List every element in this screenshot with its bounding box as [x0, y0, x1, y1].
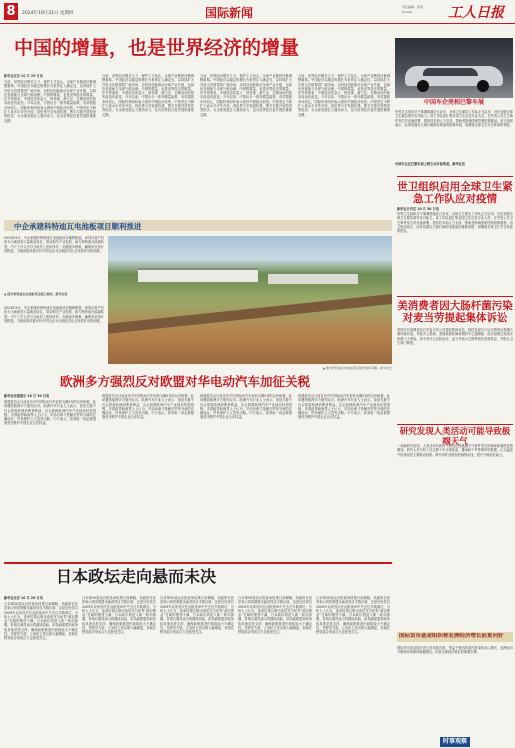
mcd-text: 美国多名消费者近日对麦当劳公司提起集体诉讼，指控其部分门店出售的汉堡遭大肠杆菌污染，导致多人患病。美国疾病控制和预防中心通报称，此次疫情已造成多州数十人感染，其中部分人住院治疗。麦当劳表示已暂停相关食材供应，并配合卫生部门调查。: [397, 328, 513, 345]
japan-headline: 日本政坛走向悬而未决: [56, 567, 217, 586]
site-building: [138, 268, 258, 282]
car-window: [423, 68, 478, 76]
header-bar: [0, 0, 515, 24]
japan-text-col1: 日本第50届众议院选举结果日前揭晓，执政的自民党和公明党联盟未能获得过半数议席，这是自民党自2009年以来首次在众院选举中失去过半数席位。分析人士认为，选举结果反映出选民对自民党“政治黑金”丑闻的强烈不满，日本政坛将进入新一轮动荡期。首相石破茂表示将继续执政，但执政联盟如何争取其他党派支持、确保政策推进仍面临较大不确定性。在野党方面，立宪民主党议席大幅增加，其他在野党能否形成合力也备受关注。: [4, 602, 78, 641]
main-article: [4, 74, 393, 216]
site-road: [108, 290, 392, 335]
issue-date: 2024年10月31日 星期四: [22, 11, 74, 16]
ev-text-col3: 欧盟委员会日前宣布对中国电动汽车征收为期5年的反补贴税，此举遭到欧洲多方强烈反对。欧洲汽车行业人士表示，加征关税不仅会损害欧洲消费者利益，还会阻碍欧洲汽车产业绿色转型进程。多国政界和商界人士认为，对话协商才是解决贸易分歧的正确途径，贸易保护主义没有出路。中方表示，将采取一切必要措施坚决维护中国企业合法权益。: [200, 394, 292, 420]
ev-text-col1: 欧盟委员会日前宣布对中国电动汽车征收为期5年的反补贴税，此举遭到欧洲多方强烈反对。欧洲汽车行业人士表示，加征关税不仅会损害欧洲消费者利益，还会阻碍欧洲汽车产业绿色转型进程。多国政界和商界人士认为，对话协商才是解决贸易分歧的正确途径，贸易保护主义没有出路。中方表示，将采取一切必要措施坚决维护中国企业合法权益。: [4, 400, 96, 426]
weather-text: 一项新研究发现，人类活动导致的气候变化使极端天气事件发生的频率和强度显著增加。研究人员分析了过去数十年全球热浪、暴雨和干旱等事件的数据，认为温室气体排放是主要推动因素。研究呼吁各国加快减排步伐，提升气候适应能力。: [397, 444, 513, 457]
ev-text-col4: 欧盟委员会日前宣布对中国电动汽车征收为期5年的反补贴税，此举遭到欧洲多方强烈反对。欧洲汽车行业人士表示，加征关税不仅会损害欧洲消费者利益，还会阻碍欧洲汽车产业绿色转型进程。多国政界和商界人士认为，对话协商才是解决贸易分歧的正确途径，贸易保护主义没有出路。中方表示，将采取一切必要措施坚决维护中国企业合法权益。: [298, 394, 390, 420]
japan-text-col3: 日本第50届众议院选举结果日前揭晓，执政的自民党和公明党联盟未能获得过半数议席，这是自民党自2009年以来首次在众院选举中失去过半数席位。分析人士认为，选举结果反映出选民对自民党“政治黑金”丑闻的强烈不满，日本政坛将进入新一轮动荡期。首相石破茂表示将继续执政，但执政联盟如何争取其他党派支持、确保政策推进仍面临较大不确定性。在野党方面，立宪民主党议席大幅增加，其他在野党能否形成合力也备受关注。: [160, 596, 234, 635]
ivory-photo: [108, 236, 392, 364]
car-photo-text: 世界卫生组织总干事谭德塞近日宣布，全球卫生紧急工作队正式启用，旨在加强全球卫生紧急事件应对能力。该工作队将汇集各国卫生应急专业人员，在突发公共卫生事件发生时迅速部署，提供技术和人力支持，帮助受影响国家控制疫情蔓延。世卫组织表示，此举是落实大流行病防范准备的重要举措，将增强全球卫生安全体系的韧性。: [395, 110, 513, 127]
weather-rule: [397, 424, 513, 425]
car-photo: [395, 38, 513, 98]
imf-text: 国际货币基金组织近日发布报告称，受益于强劲的国内需求和出口增长，亚洲经济今明两年将保持稳健增长，仍是全球经济增长的重要引擎。: [397, 646, 513, 655]
japan-article: [4, 596, 392, 736]
weather-headline: 研究发现人类活动可能导致极端天气: [399, 427, 511, 447]
site-building-2: [268, 274, 358, 284]
japan-text-col4: 日本第50届众议院选举结果日前揭晓，执政的自民党和公明党联盟未能获得过半数议席，这是自民党自2009年以来首次在众院选举中失去过半数席位。分析人士认为，选举结果反映出选民对自民党“政治黑金”丑闻的强烈不满，日本政坛将进入新一轮动荡期。首相石破茂表示将继续执政，但执政联盟如何争取其他党派支持、确保政策推进仍面临较大不确定性。在野党方面，立宪民主党议席大幅增加，其他在野党能否形成合力也备受关注。: [238, 596, 312, 635]
mcd-headline: 美消费者因大肠杆菌污染对麦当劳提起集体诉讼: [397, 300, 513, 325]
main-text-col2: 当前，世界经济增长乏力、保护主义抬头，全球产业链供应链调整重构。中国经济以稳定的增长为世界注入确定性，以持续扩大开放为各国提供广阔市场，以科技创新推动全球产业升级，以绿色发展助力全球气候治理。中国的增量，也是世界经济的增量。在外界看来，中国经济体量大、韧性强、潜力足，长期向好的基本面没有改变。今年以来，中国出台一系列增量政策，有效提振市场信心，国际机构纷纷表示看好中国经济前景。中国坚定不移扩大高水平对外开放，同世界分享发展机遇，携手共建开放型世界经济，为全球发展注入强劲动力，也为世界经济复苏提供重要支撑。: [102, 74, 194, 117]
ev-article: [4, 394, 392, 560]
japan-text-col5: 日本第50届众议院选举结果日前揭晓，执政的自民党和公明党联盟未能获得过半数议席，这是自民党自2009年以来首次在众院选举中失去过半数席位。分析人士认为，选举结果反映出选民对自民党“政治黑金”丑闻的强烈不满，日本政坛将进入新一轮动荡期。首相石破茂表示将继续执政，但执政联盟如何争取其他党派支持、确保政策推进仍面临较大不确定性。在野党方面，立宪民主党议席大幅增加，其他在野党能否形成合力也备受关注。: [316, 596, 390, 635]
imf-banner: [397, 632, 513, 642]
main-text-col3: 当前，世界经济增长乏力、保护主义抬头，全球产业链供应链调整重构。中国经济以稳定的增长为世界注入确定性，以持续扩大开放为各国提供广阔市场，以科技创新推动全球产业升级，以绿色发展助力全球气候治理。中国的增量，也是世界经济的增量。在外界看来，中国经济体量大、韧性强、潜力足，长期向好的基本面没有改变。今年以来，中国出台一系列增量政策，有效提振市场信心，国际机构纷纷表示看好中国经济前景。中国坚定不移扩大高水平对外开放，同世界分享发展机遇，携手共建开放型世界经济，为全球发展注入强劲动力，也为世界经济复苏提供重要支撑。: [200, 74, 292, 117]
car-photo-label: 中国车企在巴黎车展上吸引众多参观者。新华社发: [395, 162, 466, 166]
main-headline: 中国的增量，也是世界经济的增量: [14, 37, 300, 59]
who-byline: 新华社日内瓦 10 月 30 日电: [397, 207, 439, 211]
wheel-left: [417, 80, 429, 92]
car-photo-caption: 中国车企亮相巴黎车展: [423, 99, 484, 106]
who-text: 世界卫生组织总干事谭德塞近日宣布，全球卫生紧急工作队正式启用，旨在加强全球卫生紧急事件应对能力。该工作队将汇集各国卫生应急专业人员，在突发公共卫生事件发生时迅速部署，提供技术和人力支持，帮助受影响国家控制疫情蔓延。世卫组织表示，此举是落实大流行病防范准备的重要举措，将增强全球卫生安全体系的韧性。: [397, 212, 513, 234]
mcd-rule: [397, 296, 513, 297]
section-title: 国际新闻: [205, 6, 254, 20]
page-number: 8: [4, 3, 18, 20]
ivory-photo-caption: ▲ 图为科特迪瓦电池板项目建设现场鸟瞰。新华社发: [322, 366, 392, 370]
japan-text-col2: 日本第50届众议院选举结果日前揭晓，执政的自民党和公明党联盟未能获得过半数议席，这是自民党自2009年以来首次在众院选举中失去过半数席位。分析人士认为，选举结果反映出选民对自民党“政治黑金”丑闻的强烈不满，日本政坛将进入新一轮动荡期。首相石破茂表示将继续执政，但执政联盟如何争取其他党派支持、确保政策推进仍面临较大不确定性。在野党方面，立宪民主党议席大幅增加，其他在野党能否形成合力也备受关注。: [82, 596, 156, 635]
ivory-headline: 中企承建科特迪瓦电池板项目顺利推进: [14, 222, 142, 231]
ivory-extra: 2024年9月，中企承建的科特迪瓦电池板项目顺利推进。该项目投产后将为当地创造大量就业岗位，带动相关产业发展，助力科特迪瓦能源转型。中方工作人员与当地员工密切协作，克服诸多困难，确保项目按计划推进。当地政府高度评价中国企业为当地经济社会发展作出的贡献。: [4, 306, 104, 323]
japan-rule: [4, 562, 392, 564]
who-headline: 世卫组织启用全球卫生紧急工作队应对疫情: [397, 181, 513, 206]
footer-logo: 时事观察: [440, 737, 470, 747]
ivory-caption: ▲ 图为科特迪瓦电池板项目施工现场。新华社发: [4, 292, 68, 296]
imf-headline: 国际货币基金组织称亚洲经济增长前景向好: [399, 633, 504, 639]
main-byline: 新华社北京 10 月 29 日电: [4, 74, 43, 78]
who-rule: [397, 176, 513, 177]
editor-line: 责任编辑：某某: [402, 5, 424, 9]
ev-text-col2: 欧盟委员会日前宣布对中国电动汽车征收为期5年的反补贴税，此举遭到欧洲多方强烈反对。欧洲汽车行业人士表示，加征关税不仅会损害欧洲消费者利益，还会阻碍欧洲汽车产业绿色转型进程。多国政界和商界人士认为，对话协商才是解决贸易分歧的正确途径，贸易保护主义没有出路。中方表示，将采取一切必要措施坚决维护中国企业合法权益。: [102, 394, 194, 420]
ivory-text: 2024年9月，中企承建的科特迪瓦电池板项目顺利推进。该项目投产后将为当地创造大量就业岗位，带动相关产业发展，助力科特迪瓦能源转型。中方工作人员与当地员工密切协作，克服诸多困难，确保项目按计划推进。当地政府高度评价中国企业为当地经济社会发展作出的贡献。: [4, 236, 104, 253]
japan-byline: 新华社东京 10 月 29 日电: [4, 596, 43, 600]
masthead-logo: 工人日报: [448, 5, 504, 21]
main-text-col4: 当前，世界经济增长乏力、保护主义抬头，全球产业链供应链调整重构。中国经济以稳定的增长为世界注入确定性，以持续扩大开放为各国提供广阔市场，以科技创新推动全球产业升级，以绿色发展助力全球气候治理。中国的增量，也是世界经济的增量。在外界看来，中国经济体量大、韧性强、潜力足，长期向好的基本面没有改变。今年以来，中国出台一系列增量政策，有效提振市场信心，国际机构纷纷表示看好中国经济前景。中国坚定不移扩大高水平对外开放，同世界分享发展机遇，携手共建开放型世界经济，为全球发展注入强劲动力，也为世界经济复苏提供重要支撑。: [298, 74, 390, 117]
ev-headline: 欧洲多方强烈反对欧盟对华电动汽车加征关税: [60, 374, 311, 389]
editor-email: E-mail:: [402, 10, 413, 14]
main-text-col1: 当前，世界经济增长乏力、保护主义抬头，全球产业链供应链调整重构。中国经济以稳定的增长为世界注入确定性，以持续扩大开放为各国提供广阔市场，以科技创新推动全球产业升级，以绿色发展助力全球气候治理。中国的增量，也是世界经济的增量。在外界看来，中国经济体量大、韧性强、潜力足，长期向好的基本面没有改变。今年以来，中国出台一系列增量政策，有效提振市场信心，国际机构纷纷表示看好中国经济前景。中国坚定不移扩大高水平对外开放，同世界分享发展机遇，携手共建开放型世界经济，为全球发展注入强劲动力，也为世界经济复苏提供重要支撑。: [4, 80, 96, 123]
wheel-right: [477, 80, 489, 92]
ivory-headline-bar: [4, 220, 392, 231]
ev-byline: 新华社布鲁塞尔 10 月 30 日电: [4, 394, 50, 398]
